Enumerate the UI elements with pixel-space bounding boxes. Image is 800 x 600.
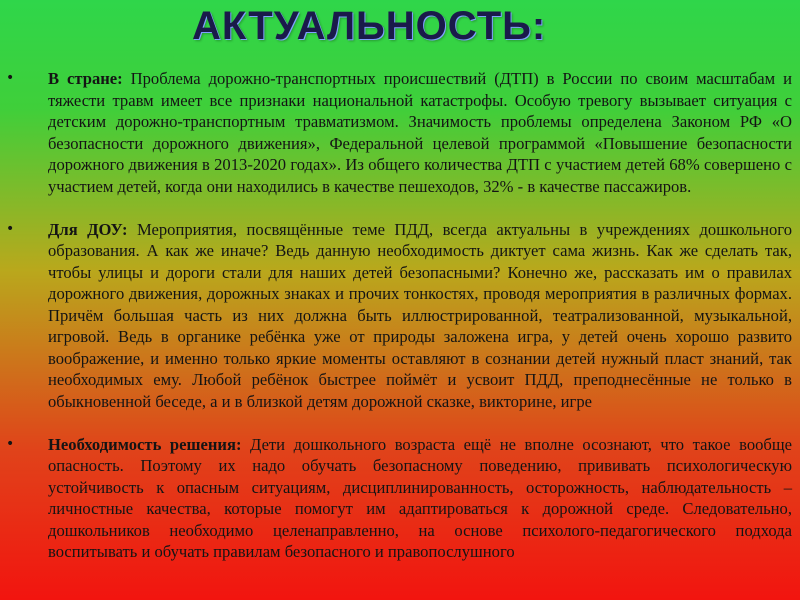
item-lead-necessity: Необходимость решения: [48,434,242,454]
bullet-icon: • [6,435,15,452]
item-text-necessity: Дети дошкольного возраста ещё не вполне осознают, что такое вообще опасность. Поэтому их надо обучать безопасному поведению, прививать психологическую устойчивость к опасным ситуациям, дисциплинированность, осторожность, наблюдательность – личностные качества, которые помогут им адаптироваться к дорожной среде. Следовательно, дошкольников необходимо целенаправленно, на основе психолого-педагогического подхода воспитывать и обучать правилам безопасного и правопослушного [48,434,792,561]
bullet-item-preschool [0,219,800,413]
bullet-icon: • [6,70,15,86]
item-text-preschool: Мероприятия, посвящённые теме ПДД, всегда актуальны в учреждениях дошкольного образования. А как же иначе? Ведь данную необходимость диктует сама жизнь. Как же сделать так, чтобы улицы и дороги стали для наших детей безопасными? Конечно же, рассказать им о правилах дорожного движения, дорожных знаках и прочих тонкостях, проводя мероприятия в различных формах. Причём большая часть из них должна быть иллюстрированной, театрализованной, музыкальной, игровой. Ведь в органике ребёнка уже от природы заложена игра, у детей очень хорошо развито воображение, и именно только яркие моменты оставляют в сознании детей нужный пласт знаний, так необходимых ему. Любой ребёнок быстрее поймёт и усвоит ПДД, преподнесённые не только в обыкновенной беседе, а и в близкой детям дорожной сказке, викторине, игре [48,219,792,411]
bullet-item-country [0,68,800,197]
bullet-icon: • [6,220,15,237]
slide-content [0,68,800,563]
item-lead-preschool: Для ДОУ: [48,219,128,239]
slide-title: АКТУАЛЬНОСТЬ: [192,4,547,48]
item-text-country: Проблема дорожно-транспортных происшествий (ДТП) в России по своим масштабам и тяжести травм имеет все признаки национальной катастрофы. Особую тревогу вызывает ситуация с детским дорожно-транспортным травматизмом. Значимость проблемы определена Законом РФ «О безопасности дорожного движения», Федеральной целевой программой «Повышение безопасности дорожного движения в 2013-2020 годах». Из общего количества ДТП с участием детей 68% совершено с участием детей, когда они находились в качестве пешеходов, 32% - в качестве пассажиров. [48,69,792,196]
bullet-item-necessity [0,434,800,563]
item-lead-country: В стране: [48,69,123,88]
